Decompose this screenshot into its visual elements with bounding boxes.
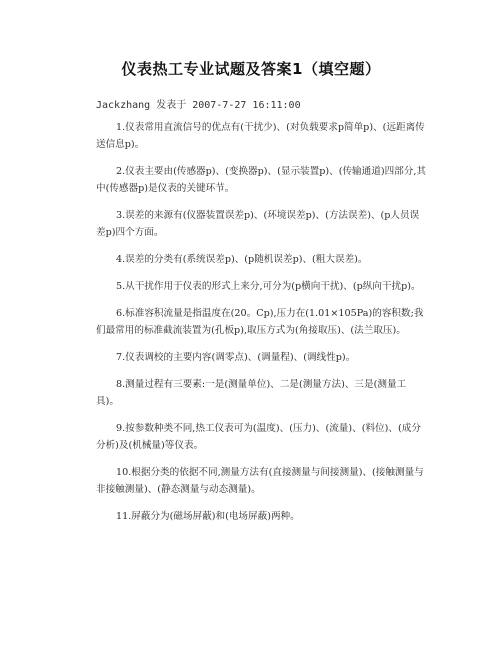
question-item-1: 1.仪表常用直流信号的优点有(干扰少)、(对负载要求p简单p)、(远距离传送信息p)。: [96, 122, 425, 150]
question-item-3: 3.误差的来源有(仪器装置误差p)、(环境误差p)、(方法误差)、(p人员误差p)四个方面。: [96, 210, 420, 238]
question-item-5: 5.从干扰作用于仪表的形式上来分,可分为(p横向干扰)、(p纵向干扰p)。: [116, 281, 421, 292]
question-item-9: 9.按参数种类不同,热工仪表可为(温度)、(压力)、(流量)、(料位)、(成分分析)及(机械量)等仪表。: [96, 423, 421, 451]
question-item-11: 11.屏蔽分为(磁场屏蔽)和(电场屏蔽)两种。: [116, 511, 300, 522]
question-item-6: 6.标准容积流量是指温度在(20。Cp),压力在(1.01×105Pa)的容积数;我们最常用的标准截流装置为(孔板p),取压方式为(角接取压)、(法兰取压)。: [96, 308, 424, 336]
document-title: 仪表热工专业试题及答案1（填空题）: [121, 60, 381, 78]
question-item-4: 4.误差的分类有(系统误差p)、(p随机误差p)、(粗大误差)。: [116, 254, 368, 265]
question-item-10: 10.根据分类的依据不同,测量方法有(直接测量与间接测量)、(接触测量与非接触测量)、(静态测量与动态测量)。: [96, 467, 424, 495]
author-byline: Jackzhang 发表于 2007-7-27 16:11:00: [96, 100, 301, 111]
question-item-2: 2.仪表主要由(传感器p)、(变换器p)、(显示装置p)、(传输通道)四部分,其中(传感器p)是仪表的关键环节。: [96, 166, 427, 194]
question-list: [96, 119, 426, 535]
question-item-7: 7.仪表调校的主要内容(调零点)、(调量程)、(调线性p)。: [116, 352, 356, 363]
question-item-8: 8.测量过程有三要素:一是(测量单位)、二是(测量方法)、三是(测量工具)。: [96, 379, 407, 407]
